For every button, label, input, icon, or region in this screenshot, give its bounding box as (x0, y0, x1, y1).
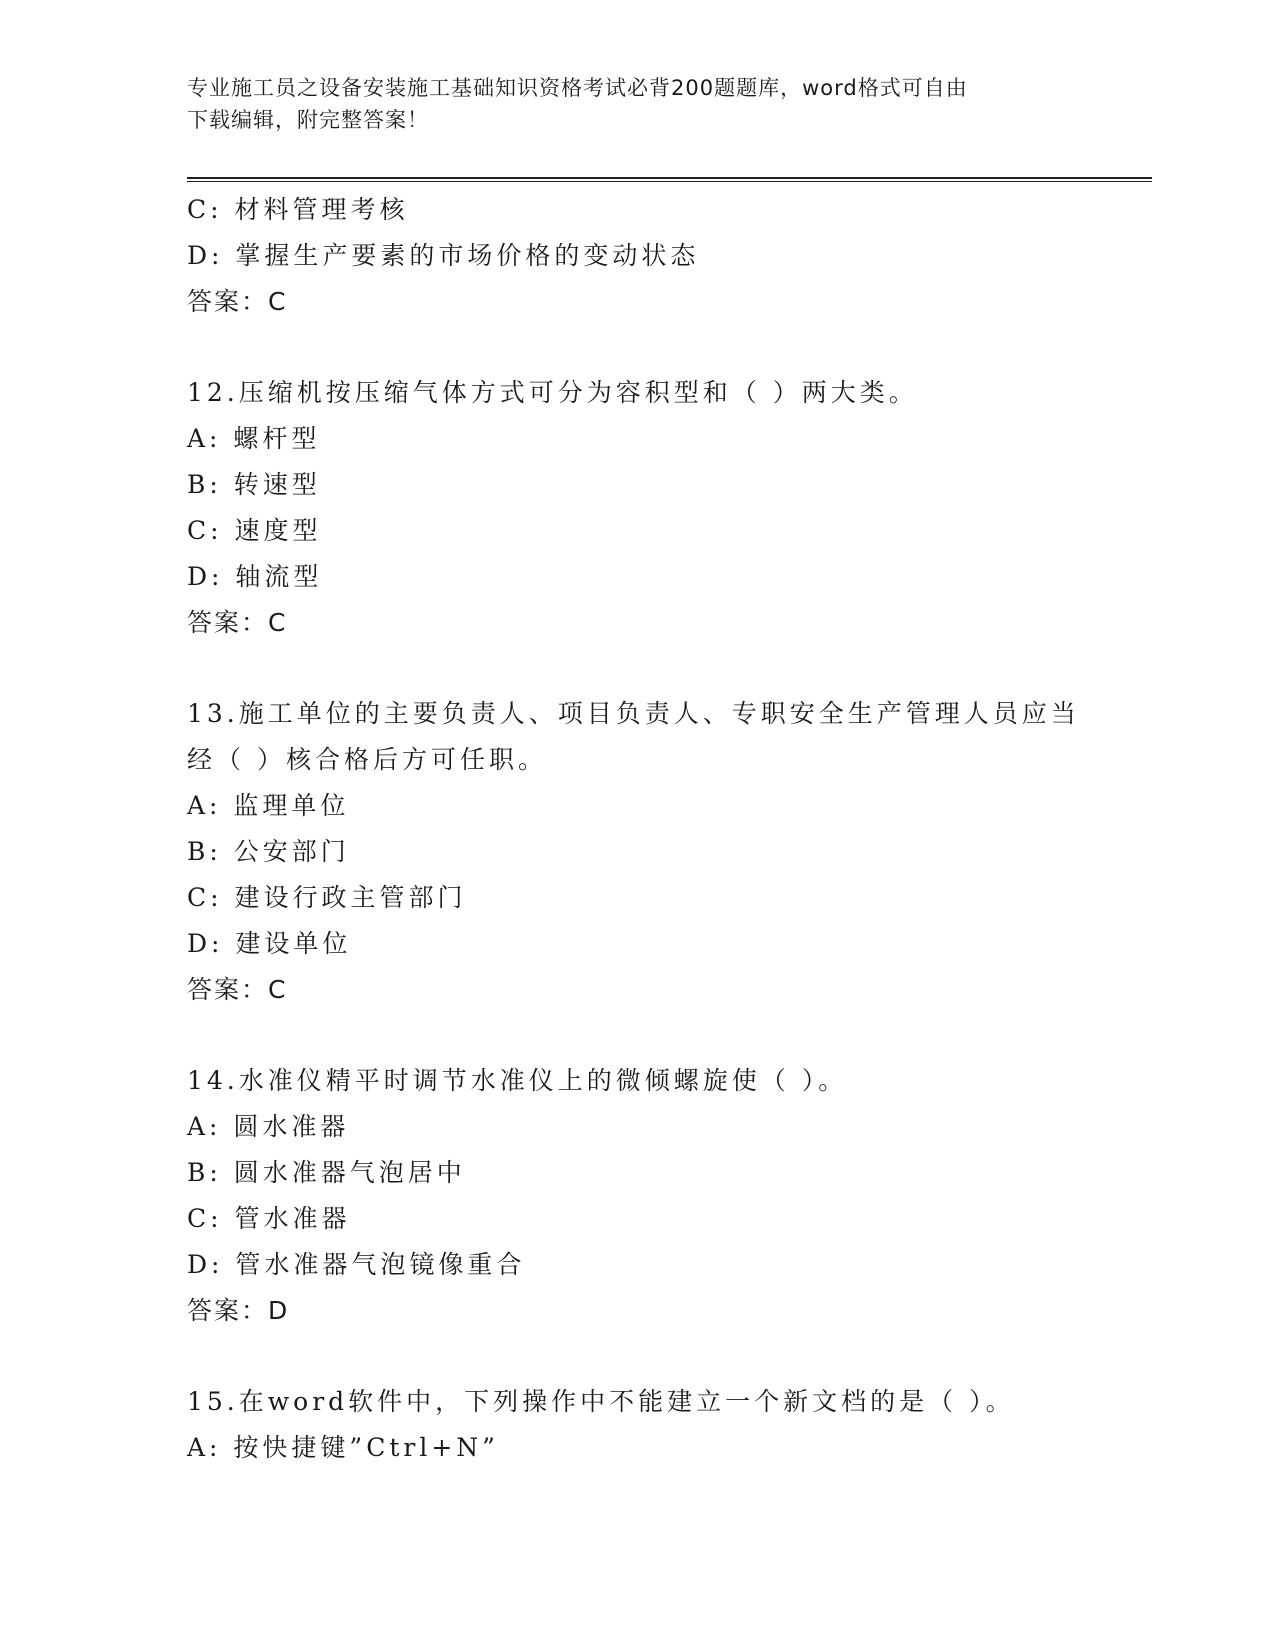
question-stem: 14.水准仪精平时调节水准仪上的微倾螺旋使（ ）。 (187, 1066, 848, 1095)
question-stem: 15.在word软件中，下列操作中不能建立一个新文档的是（ ）。 (187, 1387, 1015, 1416)
option-a: A: 按快捷键”Ctrl+N” (187, 1433, 499, 1462)
option-b: B: 公安部门 (187, 837, 350, 866)
spacer (187, 325, 1087, 370)
prev-question-block (187, 187, 1087, 325)
option-b: B: 转速型 (187, 470, 321, 499)
option-c: C: 建设行政主管部门 (187, 883, 467, 912)
option-a: A: 螺杆型 (187, 424, 321, 453)
question-stem-line-1: 13.施工单位的主要负责人、项目负责人、专职安全生产管理人员应当 (187, 699, 1080, 728)
option-d: D: 掌握生产要素的市场价格的变动状态 (187, 241, 700, 270)
answer-line: 答案：C (187, 608, 288, 637)
question-13 (187, 691, 1087, 1013)
answer-line: 答案：D (187, 1296, 290, 1325)
option-d: D: 轴流型 (187, 562, 323, 591)
header-divider (187, 177, 1152, 182)
question-list (187, 187, 1087, 1471)
option-c: C: 管水准器 (187, 1204, 351, 1233)
answer-line: 答案：C (187, 287, 288, 316)
question-15 (187, 1379, 1087, 1471)
option-c: C: 速度型 (187, 516, 322, 545)
question-stem: 12.压缩机按压缩气体方式可分为容积型和（ ）两大类。 (187, 378, 918, 407)
header-title-line-1: 专业施工员之设备安装施工基础知识资格考试必背200题题库，word格式可自由 (187, 76, 968, 100)
option-d: D: 建设单位 (187, 929, 352, 958)
spacer (187, 1334, 1087, 1379)
question-12 (187, 370, 1087, 646)
header-title-line-2: 下载编辑，附完整答案！ (187, 108, 429, 132)
question-14 (187, 1058, 1087, 1334)
spacer (187, 646, 1087, 691)
option-c: C: 材料管理考核 (187, 195, 409, 224)
question-stem-line-2: 经（ ）核合格后方可任职。 (187, 745, 547, 774)
option-d: D: 管水准器气泡镜像重合 (187, 1250, 526, 1279)
option-a: A: 圆水准器 (187, 1112, 350, 1141)
answer-line: 答案：C (187, 975, 288, 1004)
option-a: A: 监理单位 (187, 791, 350, 820)
spacer (187, 1013, 1087, 1058)
page-header (187, 72, 1087, 136)
option-b: B: 圆水准器气泡居中 (187, 1158, 466, 1187)
